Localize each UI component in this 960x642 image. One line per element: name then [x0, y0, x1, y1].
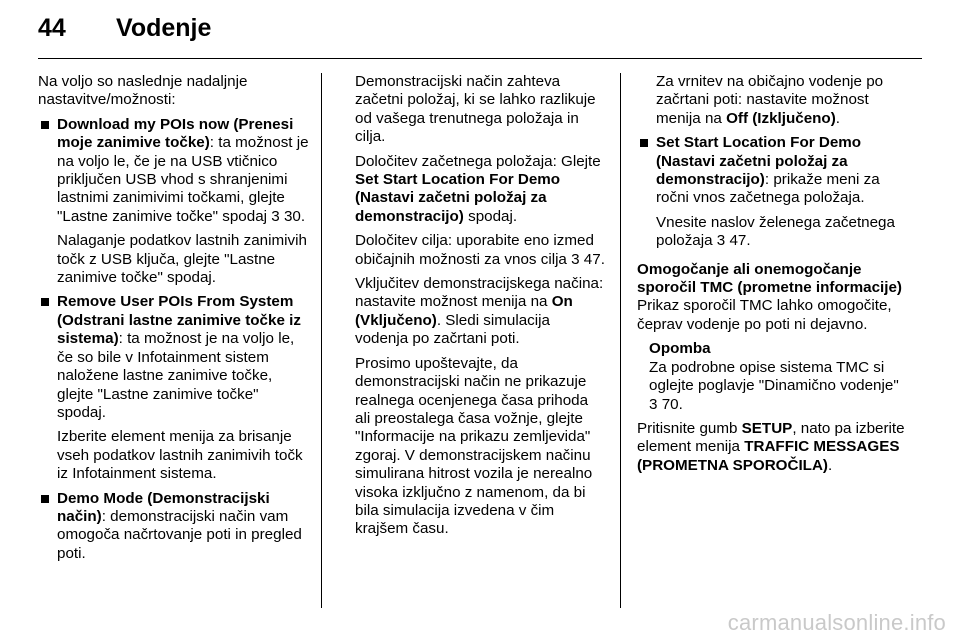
page-reference: 47. — [729, 232, 751, 250]
column-3 — [637, 73, 907, 481]
item-title: Download my POIs now (Prenesi moje zanimive točke) — [57, 115, 294, 152]
page-reference: 30. — [283, 207, 306, 225]
list-item — [38, 293, 310, 422]
page-header — [38, 14, 211, 54]
paragraph — [355, 232, 607, 269]
menu-option-name: On (Vključeno) — [355, 293, 573, 329]
list-item — [38, 116, 310, 226]
list-item — [38, 490, 310, 564]
button-name: SETUP — [741, 419, 793, 437]
item-text: : ta možnost je na voljo le, če so bile v Infotainment sistem naložene lastne zanimive točke, glejte "Lastne zanimive točke" spodaj. — [57, 330, 295, 421]
text-span: Določitev začetnega položaja: Glejte — [355, 152, 601, 170]
menu-option-name: Off (Izključeno) — [726, 109, 836, 127]
paragraph — [355, 153, 607, 227]
item-paragraph: Izberite element menija za brisanje vseh podatkov lastnih zanimivih točk iz Infotainment sistema. — [57, 428, 303, 483]
page-number: 44 — [38, 14, 66, 42]
intro-text: Na voljo so naslednje nadaljnje nastavitve/možnosti: — [38, 73, 248, 109]
text-span: Za podrobne opise sistema TMC si oglejte poglavje "Dinamično vodenje" — [649, 358, 899, 395]
text-span: Določitev cilja: uporabite eno izmed običajnih možnosti za vnos cilja — [355, 232, 594, 268]
reference-arrow-icon: 3 — [716, 232, 726, 250]
bullet-square-icon — [41, 495, 49, 503]
item-paragraph — [637, 73, 907, 128]
note-title: Opomba — [649, 340, 711, 358]
list-item — [637, 134, 907, 208]
text-span: . — [835, 109, 840, 127]
item-paragraph — [637, 214, 907, 251]
section-subheading: Omogočanje ali onemogočanje sporočil TMC (prometne informacije) — [637, 260, 902, 297]
page-reference: 70. — [661, 395, 683, 413]
reference-arrow-icon: 3 — [571, 250, 580, 268]
page-reference: 47. — [583, 250, 605, 268]
column-2 — [355, 73, 607, 545]
reference-arrow-icon: 3 — [649, 395, 658, 413]
item-text: : prikaže meni za ročni vnos začetnega položaja. — [656, 171, 880, 207]
item-text: : demonstracijski način vam omogoča načrtovanje poti in pregled poti. — [57, 507, 302, 562]
reference-arrow-icon: 3 — [271, 207, 280, 225]
note-text — [649, 359, 907, 414]
column-divider — [321, 73, 322, 608]
text-span: . — [827, 456, 833, 474]
column-1 — [38, 73, 310, 569]
header-rule — [38, 58, 922, 59]
menu-option-name: Set Start Location For Demo (Nastavi začetni položaj za demonstracijo) — [355, 171, 561, 225]
note-box — [637, 340, 907, 414]
watermark: carmanualsonline.info — [727, 610, 946, 635]
text-span: Za vrnitev na običajno vodenje po začrtani poti: nastavite možnost menija na — [656, 73, 884, 127]
bullet-square-icon — [41, 298, 49, 306]
text-span: spodaj. — [463, 207, 518, 225]
bullet-square-icon — [640, 139, 648, 147]
item-paragraph: Nalaganje podatkov lastnih zanimivih točk z USB ključa, glejte "Lastne zanimive točke" spodaj. — [57, 232, 307, 287]
menu-option-name: TRAFFIC MESSAGES (PROMETNA SPOROČILA) — [637, 438, 900, 474]
text-span: Vnesite naslov želenega začetnega položaja — [656, 213, 895, 250]
column-divider — [620, 73, 621, 608]
bullet-square-icon — [41, 121, 49, 129]
text-span: Vključitev demonstracijskega načina: nastavite možnost menija na — [355, 275, 604, 311]
item-title: Set Start Location For Demo (Nastavi začetni položaj za demonstracijo) — [656, 134, 862, 189]
item-text: : ta možnost je na voljo le, če je na USB vtičnico priključen USB vhod s shranjenimi lastnimi zanimivimi točkami, glejte "Lastne zanimive točke" spodaj — [57, 134, 309, 225]
item-title: Demo Mode (Demonstracijski način) — [57, 489, 270, 525]
text-span: , nato pa izberite element menija — [637, 419, 905, 456]
text-span: Pritisnite gumb — [637, 419, 742, 437]
chapter-title: Vodenje — [116, 14, 212, 42]
item-title: Remove User POIs From System (Odstrani lastne zanimive točke iz sistema) — [57, 293, 301, 348]
paragraph — [637, 420, 907, 475]
paragraph: Prikaz sporočil TMC lahko omogočite, čeprav vodenje po poti ni dejavno. — [637, 297, 892, 333]
paragraph: Prosimo upoštevajte, da demonstracijski način ne prikazuje realnega ocenjenega časa prihoda ali preostalega časa vožnje, glejte "Informacije na prikazu zemljevida" zgoraj. V demonstracijskem načinu simulirana hitrost vozila je nerealno visoka izključno z namenom, da bi bila simulacija izvedena v čim krajšem času. — [355, 354, 593, 538]
text-span: . Sledi simulacija vodenja po začrtani poti. — [355, 311, 550, 348]
paragraph: Demonstracijski način zahteva začetni položaj, ki se lahko razlikuje od vašega trenutnega položaja in cilja. — [355, 73, 596, 146]
paragraph — [355, 275, 607, 349]
